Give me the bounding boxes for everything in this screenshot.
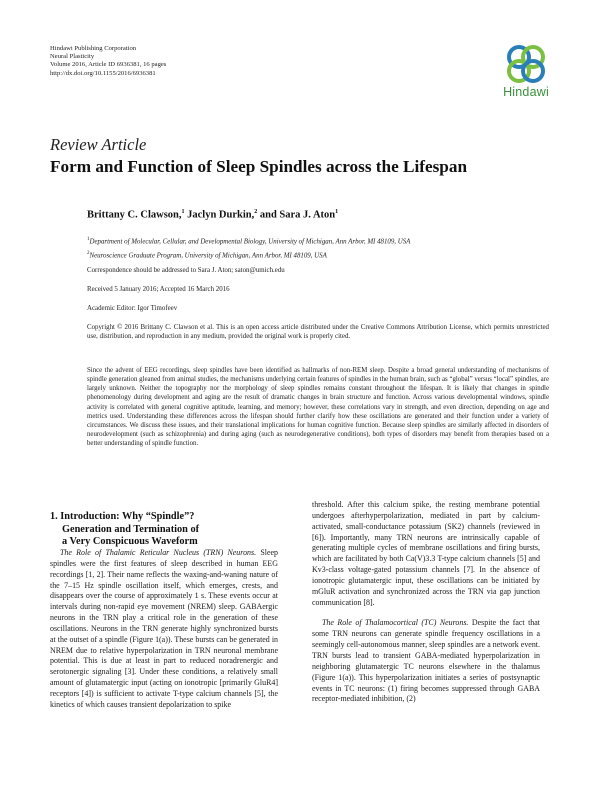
- paragraph-text: Despite the fact that some TRN neurons can generate spindle frequency oscillations in a seemingly cell-autonomous manner, sleep spindles are a network event. TRN bursts lead to transient GABA-mediated hyperpolarization in neighboring glutamatergic TC neurons elsewhere in the thalamus (Figure 1(a)). This hyperpolarization initiates a series of postsynaptic events in TC neurons: (1) firing becomes suppressed through GABA receptor-mediated inhibition, (2): [312, 618, 540, 704]
- body-column-right: [312, 500, 540, 705]
- heading-line: Generation and Termination of: [62, 523, 200, 535]
- received-dates: Received 5 January 2016; Accepted 16 March 2016: [87, 286, 230, 293]
- copyright-notice: Copyright © 2016 Brittany C. Clawson et al. This is an open access article distributed under the Creative Commons Attribution License, which permits unrestricted use, distribution, and reproduction in any medium, provided the original work is properly cited.: [87, 324, 549, 341]
- section-heading: [50, 511, 278, 549]
- hindawi-logo: [497, 42, 555, 104]
- author-list: [87, 209, 338, 221]
- author-affiliation-mark: 2: [254, 209, 258, 215]
- affiliation-mark: 1: [87, 237, 90, 242]
- affiliation-line: [87, 249, 549, 260]
- author-name[interactable]: Jaclyn Durkin,: [187, 209, 255, 221]
- heading-line: 1. Introduction: Why “Spindle”?: [50, 511, 195, 522]
- heading-line: a Very Conspicuous Waveform: [62, 536, 198, 548]
- body-paragraph: threshold. After this calcium spike, the resting membrane potential undergoes afterhyperpolarization, mediated in part by calcium-activated, small-conductance potassium (SK2) channels (reviewed in [6]). Importantly, many TRN neurons are intrinsically capable of generating multiple cycles of membrane oscillations and firing bursts, which are facilitated by both Ca(V)3.3 T-type calcium channels [5] and Kv3-class voltage-gated potassium channels [7]. In the absence of ionotropic glutamatergic input, these oscillations can be initiated by mGluR activation and synchronized across the TRN via gap junction communication [8].: [312, 500, 540, 607]
- body-paragraph: [312, 618, 540, 705]
- academic-editor: Academic Editor: Igor Timofeev: [87, 305, 178, 312]
- affiliation-text: Neuroscience Graduate Program, University of Michigan, Ann Arbor, MI 48109, USA: [89, 252, 327, 260]
- article-type: Review Article: [50, 135, 147, 154]
- correspondence: Correspondence should be addressed to Sara J. Aton; saton@umich.edu: [87, 267, 285, 274]
- logo-wordmark: Hindawi: [503, 85, 549, 99]
- volume-line: Volume 2016, Article ID 6936381, 16 pages: [50, 61, 167, 69]
- journal-header: [50, 45, 166, 78]
- body-column-left: [50, 548, 278, 711]
- paragraph-text: Sleep spindles were the first features of sleep described in human EEG recordings [1, 2]. Their name reflects the waxing-and-waning nature of the 7–15 Hz spindle oscillation itself, which emerges, crests, and disappears over the course of approximately 1 s. These events occur at intervals during non-rapid eye movement (NREM) sleep. GABAergic neurons in the TRN play a critical role in the generation of these oscillations. Neurons in the TRN generate highly synchronized bursts at the outset of a spindle (Figure 1(a)). These bursts can be generated in NREM due to relative hyperpolarization in TRN neuronal membrane potential. This is due at least in part to reduced noradrenergic and serotonergic signaling [3]. Under these conditions, a relatively small amount of glutamatergic input (acting on ionotropic [primarily GluR4] receptors [4]) is sufficient to activate T-type calcium channels [5], the kinetics of which causes transient depolarization to spike: [50, 548, 279, 709]
- paragraph-lead: The Role of Thalamic Reticular Nucleus (TRN) Neurons.: [60, 548, 257, 557]
- affiliations: [87, 235, 549, 261]
- hindawi-rings-icon: [503, 42, 549, 86]
- author-name[interactable]: Brittany C. Clawson,: [87, 209, 182, 221]
- affiliation-mark: 2: [87, 251, 90, 257]
- affiliation-line: [87, 235, 549, 246]
- author-affiliation-mark: 1: [181, 209, 185, 215]
- author-affiliation-mark: 1: [335, 209, 339, 215]
- affiliation-text: Department of Molecular, Cellular, and Developmental Biology, University of Michigan, Ann Arbor, MI 48109, USA: [89, 238, 411, 246]
- paragraph-lead: The Role of Thalamocortical (TC) Neurons.: [322, 618, 469, 628]
- body-paragraph: [50, 548, 278, 711]
- abstract: Since the advent of EEG recordings, sleep spindles have been identified as hallmarks of non-REM sleep. Despite a broad general understanding of mechanisms of spindle generation gleaned from animal studies, the mechanisms underlying certain features of spindles in the human brain, such as “global” versus “local” spindles, are largely unknown. Neither the topography nor the morphology of sleep spindles remains constant throughout the lifespan. It is likely that changes in spindle phenomenology during development and aging are the result of dramatic changes in brain structure and function. Across various developmental windows, spindle activity is correlated with general cognitive aptitude, learning, and memory; however, these correlations vary in strength, and even direction, depending on age and metrics used. Understanding these differences across the lifespan should further clarify how these oscillations are generated and their function under a variety of circumstances. We discuss these issues, and their translational implications for human cognitive function. Because sleep spindles are similarly affected in disorders of neurodevelopment (such as schizophrenia) and during aging (such as neurodegenerative conditions), both types of disorders may benefit from therapies based on a better understanding of spindle function.: [87, 367, 549, 448]
- publisher-name: Hindawi Publishing Corporation: [50, 45, 137, 52]
- author-name[interactable]: and Sara J. Aton: [259, 209, 336, 221]
- doi-link[interactable]: http://dx.doi.org/10.1155/2016/6936381: [50, 69, 156, 77]
- article-title: Form and Function of Sleep Spindles across the Lifespan: [50, 157, 468, 176]
- journal-name: Neural Plasticity: [50, 53, 95, 61]
